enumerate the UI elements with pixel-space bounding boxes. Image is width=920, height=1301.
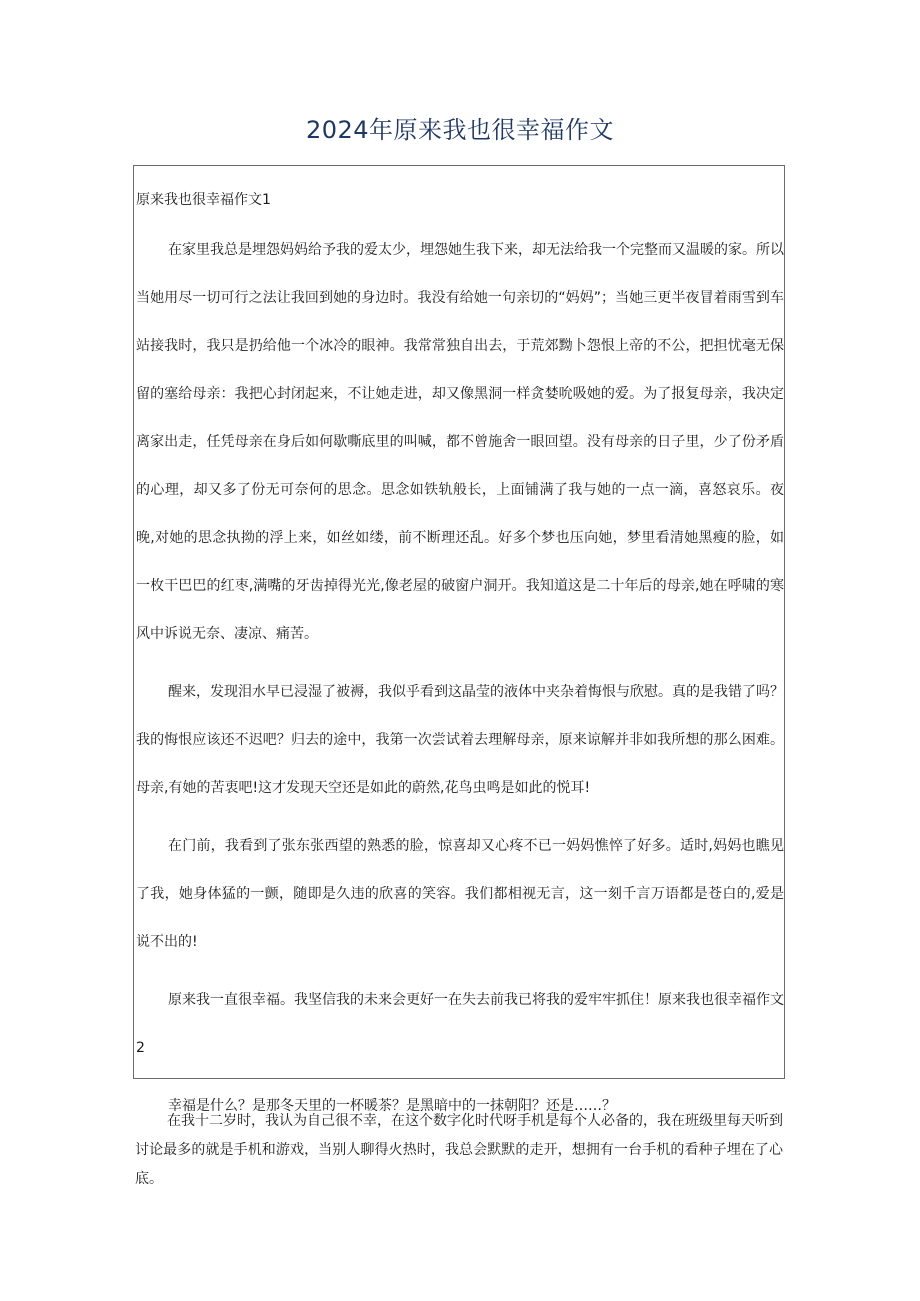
paragraph: 在家里我总是埋怨妈妈给予我的爱太少，埋怨她生我下来，却无法给我一个完整而又温暖的家。所以当她用尽一切可行之法让我回到她的身边时。我没有给她一句亲切的“妈妈”；当她三更半夜冒着雨雪到车站接我时，我只是扔给他一个冰冷的眼神。我常常独自出去，于荒郊黝卜怨恨上帝的不公，把担忧毫无保留的塞给母亲：我把心封闭起来，不让她走进，却又像黑洞一样贪婪吮吸她的爱。为了报复母亲，我决定离家出走，任凭母亲在身后如何歇嘶底里的叫喊，都不曾施舍一眼回望。没有母亲的日子里，少了份矛盾的心理，却又多了份无可奈何的思念。思念如铁轨般长，上面铺满了我与她的一点一滴，喜怒哀乐。夜晚,对她的思念执拗的浮上来，如丝如缕，前不断理还乱。好多个梦也压向她，梦里看清她黑瘦的脸，如一枚干巴巴的红枣,满嘴的牙齿掉得光光,像老屋的破窗户洞开。我知道这是二十年后的母亲,她在呼啸的寒风中诉说无奈、凄凉、痛苦。 — [136, 242, 784, 642]
essay-heading: 原来我也很幸福作文1 — [136, 192, 271, 208]
essay-box — [133, 165, 785, 1114]
paragraph: 原来我一直很幸福。我坚信我的未来会更好一在失去前我已将我的爱牢牢抓住！原来我也很幸福作文2 — [136, 992, 784, 1056]
paragraph: 在门前，我看到了张东张西望的熟悉的脸，惊喜却又心疼不已一妈妈憔悴了好多。适时,妈妈也瞧见了我，她身体猛的一颤，随即是久违的欣喜的笑容。我们都相视无言，这一刻千言万语都是苍白的,爱是说不出的! — [136, 838, 784, 950]
after-box-paragraph: 在我十二岁时，我认为自己很不幸，在这个数字化时代呀手机是每个人必备的，我在班级里每天听到讨论最多的就是手机和游戏，当别人聊得火热时，我总会默默的走开，想拥有一台手机的看种子埋在了心底。 — [135, 1113, 783, 1187]
page-title: 2024年原来我也很幸福作文 — [305, 116, 615, 144]
essay-body — [136, 226, 784, 1140]
paragraph: 幸福是什么？是那冬天里的一杯暖茶？是黑暗中的一抹朝阳？还是……？ — [168, 1098, 616, 1114]
paragraph: 醒来，发现泪水早已浸湿了被褥，我似乎看到这晶莹的液体中夹杂着悔恨与欣慰。真的是我错了吗？我的悔恨应该还不迟吧？归去的途中，我第一次尝试着去理解母亲，原来谅解并非如我所想的那么困难。母亲,有她的苦衷吧!这才发现天空还是如此的蔚然,花鸟虫鸣是如此的悦耳! — [136, 684, 784, 796]
